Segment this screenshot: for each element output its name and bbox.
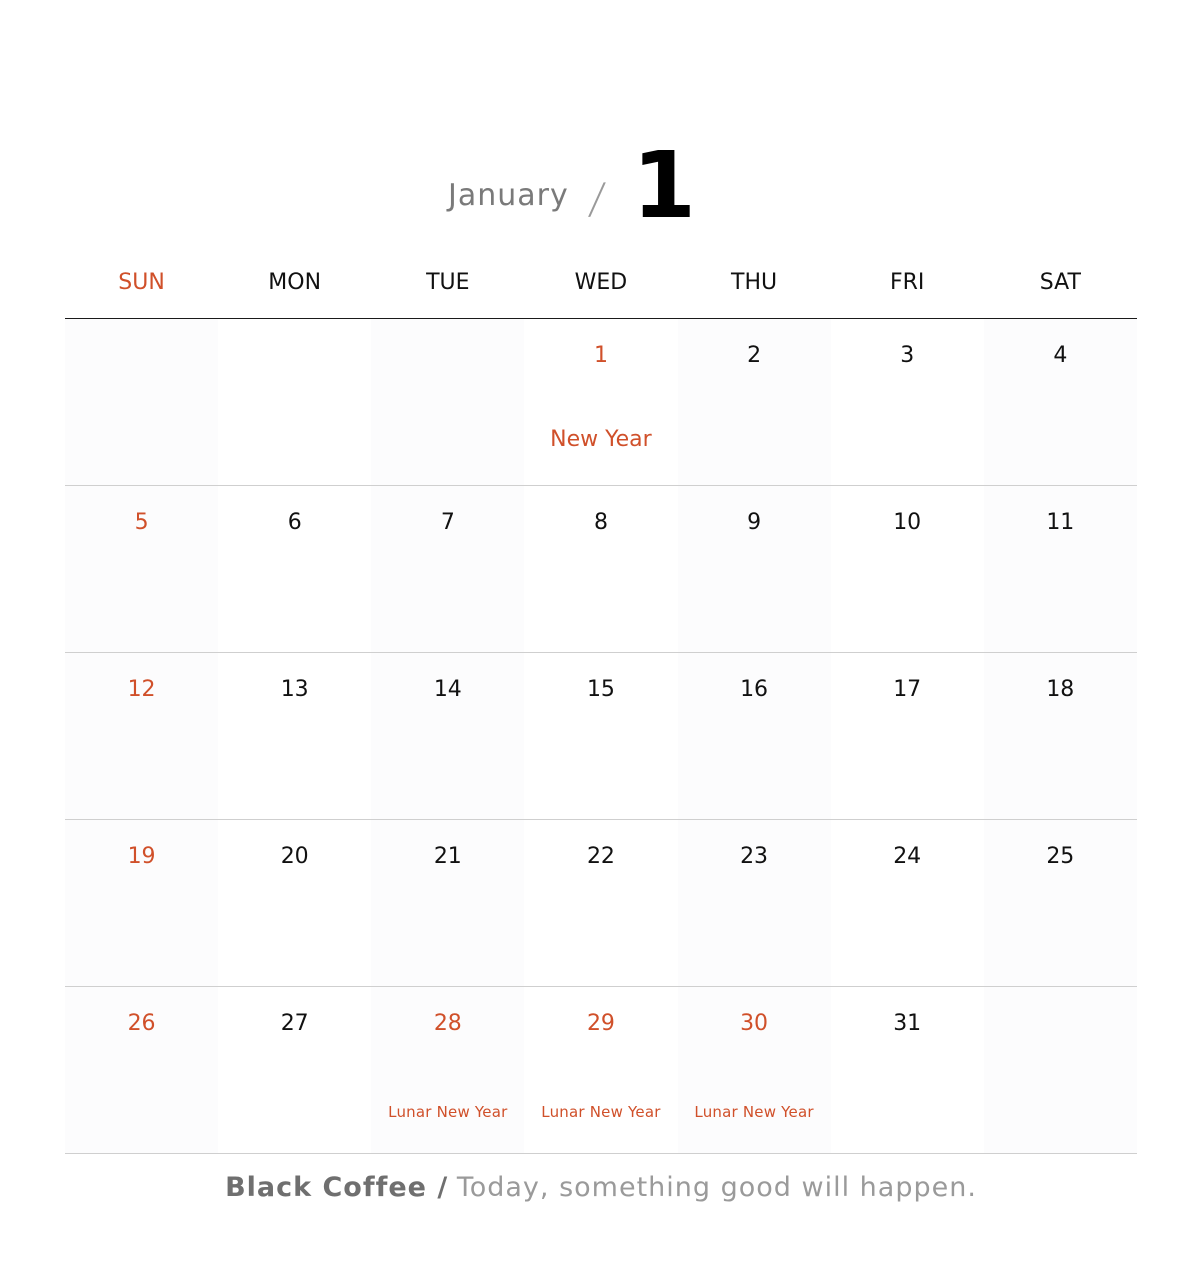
day-cell[interactable] [678,319,831,485]
day-number: 31 [893,1011,922,1036]
day-number: 8 [593,510,608,535]
day-number: 12 [127,677,156,702]
day-number: 18 [1046,677,1075,702]
weekday-wed: WED [574,270,628,295]
day-cell[interactable] [371,987,524,1153]
day-cell[interactable] [831,987,984,1153]
holiday-label: Lunar New Year [388,1103,508,1121]
day-cell[interactable] [984,486,1137,652]
holiday-label: Lunar New Year [694,1103,814,1121]
day-number: 22 [586,844,615,869]
calendar-grid [65,319,1137,1154]
day-cell[interactable] [371,486,524,652]
week-row [65,319,1137,486]
month-separator: / [586,174,608,223]
day-cell[interactable] [218,653,371,819]
day-number: 30 [740,1011,769,1036]
day-cell[interactable] [371,653,524,819]
day-number: 7 [440,510,455,535]
day-cell [65,319,218,485]
footer [0,1172,1202,1203]
day-number: 13 [280,677,309,702]
day-cell[interactable] [524,987,677,1153]
week-row [65,820,1137,987]
month-number: 1 [632,132,697,239]
day-cell[interactable] [678,653,831,819]
day-cell[interactable] [678,820,831,986]
day-number: 2 [747,343,762,368]
day-number: 26 [127,1011,156,1036]
day-cell[interactable] [984,820,1137,986]
day-number: 27 [280,1011,309,1036]
day-cell[interactable] [218,987,371,1153]
day-cell[interactable] [65,486,218,652]
day-number: 6 [287,510,302,535]
day-cell[interactable] [524,319,677,485]
footer-brand: Black Coffee / [225,1172,449,1203]
holiday-label: New Year [550,427,652,452]
day-number: 28 [433,1011,462,1036]
day-number: 3 [900,343,915,368]
week-row [65,653,1137,820]
day-number: 23 [740,844,769,869]
day-number: 15 [586,677,615,702]
week-row [65,987,1137,1154]
day-number: 10 [893,510,922,535]
day-number: 4 [1053,343,1068,368]
footer-tagline: Today, something good will happen. [456,1172,977,1203]
weekday-header-row [65,262,1137,318]
weekday-sun: SUN [118,270,165,295]
month-name: January [448,178,569,213]
day-cell[interactable] [831,486,984,652]
day-cell [218,319,371,485]
day-number: 17 [893,677,922,702]
day-number: 19 [127,844,156,869]
weekday-sat: SAT [1039,270,1081,295]
day-number: 20 [280,844,309,869]
weekday-tue: TUE [426,270,470,295]
day-cell[interactable] [218,820,371,986]
day-cell[interactable] [524,653,677,819]
day-cell[interactable] [524,820,677,986]
day-cell[interactable] [984,319,1137,485]
day-number: 25 [1046,844,1075,869]
day-number: 11 [1046,510,1075,535]
day-cell[interactable] [371,820,524,986]
day-number: 9 [747,510,762,535]
day-cell[interactable] [831,820,984,986]
holiday-label: Lunar New Year [541,1103,661,1121]
day-cell[interactable] [218,486,371,652]
day-cell[interactable] [831,653,984,819]
day-cell[interactable] [65,820,218,986]
week-row [65,486,1137,653]
day-cell[interactable] [65,987,218,1153]
day-cell [984,987,1137,1153]
weekday-mon: MON [268,270,322,295]
day-number: 29 [586,1011,615,1036]
calendar-header [0,132,1202,240]
day-cell[interactable] [678,486,831,652]
day-cell[interactable] [831,319,984,485]
weekday-thu: THU [731,270,778,295]
day-number: 21 [433,844,462,869]
day-number: 5 [134,510,149,535]
day-cell [371,319,524,485]
day-cell[interactable] [984,653,1137,819]
day-number: 1 [593,343,608,368]
day-cell[interactable] [678,987,831,1153]
day-cell[interactable] [524,486,677,652]
day-number: 24 [893,844,922,869]
weekday-fri: FRI [889,270,925,295]
day-cell[interactable] [65,653,218,819]
day-number: 14 [433,677,462,702]
day-number: 16 [740,677,769,702]
